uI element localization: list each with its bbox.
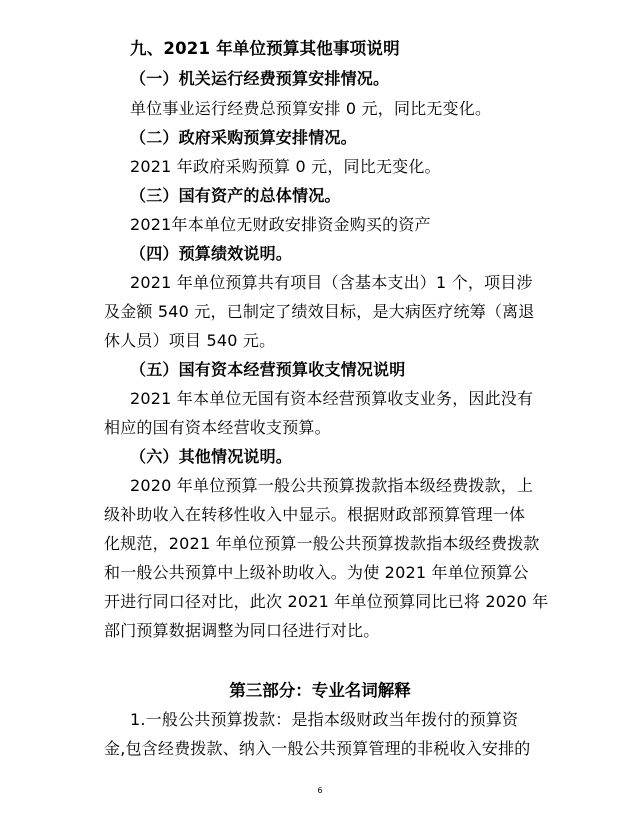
section-nine-title: 九、2021 年单位预算其他事项说明 [130, 39, 400, 58]
subsection-6-line: 和一般公共预算中上级补助收入。为使 2021 年单位预算公 [104, 563, 529, 582]
subsection-4-title: （四）预算绩效说明。 [130, 244, 293, 263]
subsection-5-title: （五）国有资本经营预算收支情况说明 [130, 360, 406, 379]
part-three-line: 1.一般公共预算拨款：是指本级财政当年拨付的预算资 [130, 710, 519, 729]
subsection-6-title: （六）其他情况说明。 [130, 447, 293, 466]
subsection-2-body: 2021 年政府采购预算 0 元，同比无变化。 [130, 157, 441, 176]
subsection-6-line: 2020 年单位预算一般公共预算拨款指本级经费拨款，上 [130, 476, 534, 495]
part-three-line: 金,包含经费拨款、纳入一般公共预算管理的非税收入安排的 [104, 739, 531, 758]
subsection-4-line: 及金额 540 元，已制定了绩效目标，是大病医疗统筹（离退 [104, 302, 535, 321]
subsection-1-body: 单位事业运行经费总预算安排 0 元，同比无变化。 [130, 99, 492, 118]
subsection-3-body: 2021年本单位无财政安排资金购买的资产 [130, 215, 431, 234]
subsection-5-line: 相应的国有资本经营收支预算。 [104, 418, 331, 437]
subsection-6-line: 化规范，2021 年单位预算一般公共预算拨款指本级经费拨款 [104, 534, 540, 553]
subsection-3-title: （三）国有资产的总体情况。 [130, 186, 341, 205]
page-number: 6 [317, 786, 323, 795]
subsection-2-title: （二）政府采购预算安排情况。 [130, 128, 357, 147]
subsection-5-line: 2021 年本单位无国有资本经营预算收支业务，因此没有 [130, 389, 534, 408]
subsection-6-line: 级补助收入在转移性收入中显示。根据财政部预算管理一体 [104, 505, 526, 524]
subsection-6-line: 开进行同口径对比，此次 2021 年单位预算同比已将 2020 年 [104, 592, 549, 611]
part-three-title: 第三部分：专业名词解释 [229, 681, 411, 700]
subsection-4-line: 2021 年单位预算共有项目（含基本支出）1 个，项目涉 [130, 273, 533, 292]
subsection-4-line: 休人员）项目 540 元。 [104, 331, 276, 350]
subsection-1-title: （一）机关运行经费预算安排情况。 [130, 69, 390, 88]
subsection-6-line: 部门预算数据调整为同口径进行对比。 [104, 621, 380, 640]
